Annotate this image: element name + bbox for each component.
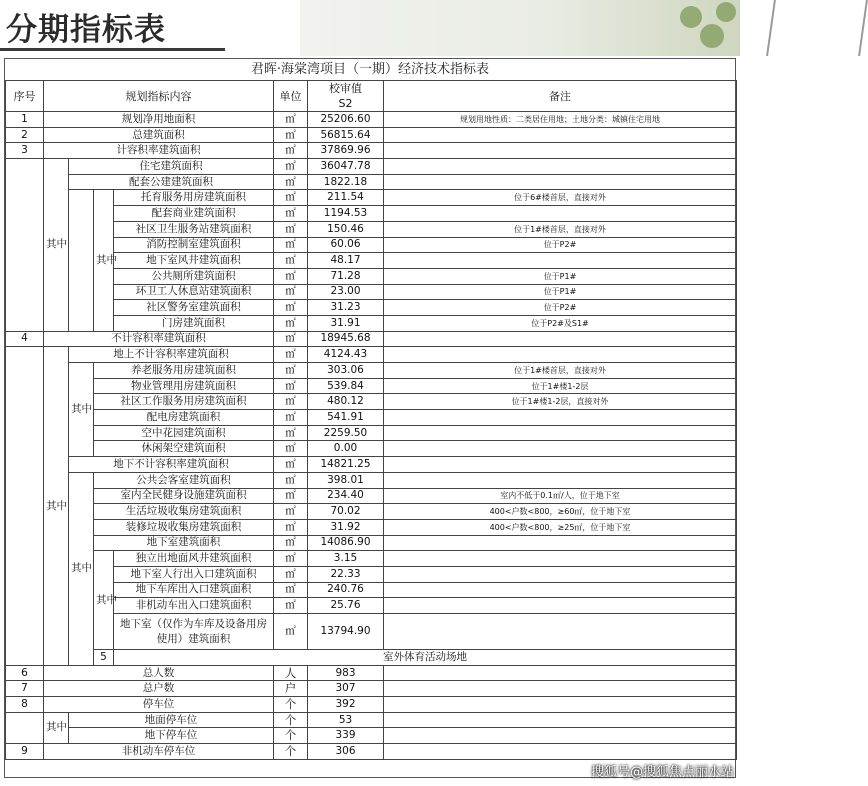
row-item: 总人数 — [44, 665, 274, 681]
row-item: 独立出地面风井建筑面积 — [114, 551, 274, 567]
row-seq: 9 — [6, 744, 44, 760]
row-note — [384, 681, 737, 697]
table-row — [6, 206, 737, 222]
row-value: 3.15 — [308, 551, 384, 567]
row-item: 地下室风井建筑面积 — [114, 253, 274, 269]
row-note — [384, 472, 737, 488]
table-row — [6, 614, 737, 650]
row-value: 2259.50 — [308, 425, 384, 441]
header-note: 备注 — [384, 81, 737, 112]
row-note: 400<户数<800，≥60㎡，位于地下室 — [384, 504, 737, 520]
table-row — [6, 378, 737, 394]
row-item: 门房建筑面积 — [114, 315, 274, 331]
row-item: 室外体育活动场地 — [114, 650, 737, 666]
table-row — [6, 425, 737, 441]
header-row — [6, 81, 737, 112]
row-item: 空中花园建筑面积 — [94, 425, 274, 441]
row-item: 环卫工人休息站建筑面积 — [114, 284, 274, 300]
site-plan-background — [300, 0, 740, 56]
row-unit: ㎡ — [274, 206, 308, 222]
watermark-text: 搜狐号@搜狐焦点丽水站 — [590, 765, 734, 780]
row-note — [384, 582, 737, 598]
row-unit: ㎡ — [274, 174, 308, 190]
row-value: 23.00 — [308, 284, 384, 300]
row-note — [384, 697, 737, 713]
row-blank-cell — [69, 190, 94, 331]
row-note: 位于P2# — [384, 300, 737, 316]
row-note — [384, 551, 737, 567]
row-value: 539.84 — [308, 378, 384, 394]
group-label-qizhong: 其中 — [44, 347, 69, 665]
row-item: 养老服务用房建筑面积 — [94, 363, 274, 379]
row-value: 56815.64 — [308, 127, 384, 143]
row-item: 规划净用地面积 — [44, 112, 274, 128]
row-unit: ㎡ — [274, 504, 308, 520]
header-seq: 序号 — [6, 81, 44, 112]
row-value: 36047.78 — [308, 159, 384, 175]
row-item: 地面停车位 — [69, 712, 274, 728]
table-row — [6, 331, 737, 347]
group-label-qizhong: 其中 — [69, 472, 94, 665]
row-value: 14086.90 — [308, 535, 384, 551]
row-seq: 6 — [6, 665, 44, 681]
header-unit: 单位 — [274, 81, 308, 112]
row-value: 71.28 — [308, 268, 384, 284]
header-item: 规划指标内容 — [44, 81, 274, 112]
row-unit: ㎡ — [274, 614, 308, 650]
row-note: 位于1#楼1-2层 — [384, 378, 737, 394]
row-value: 541.91 — [308, 410, 384, 426]
row-value: 14821.25 — [308, 457, 384, 473]
row-note: 位于P1# — [384, 268, 737, 284]
row-seq: 2 — [6, 127, 44, 143]
group-label-qizhong: 其中 — [44, 712, 69, 743]
row-unit: 个 — [274, 728, 308, 744]
table-row — [6, 472, 737, 488]
table-row — [6, 143, 737, 159]
row-unit: 个 — [274, 712, 308, 728]
header-value-line2: S2 — [338, 97, 353, 110]
row-note: 室内不低于0.1㎡/人，位于地下室 — [384, 488, 737, 504]
row-note — [384, 127, 737, 143]
row-note — [384, 347, 737, 363]
table-row — [6, 127, 737, 143]
row-note — [384, 425, 737, 441]
row-unit: ㎡ — [274, 378, 308, 394]
row-item: 社区工作服务用房建筑面积 — [94, 394, 274, 410]
row-value: 18945.68 — [308, 331, 384, 347]
row-unit: ㎡ — [274, 253, 308, 269]
row-value: 37869.96 — [308, 143, 384, 159]
row-unit: ㎡ — [274, 582, 308, 598]
table-row — [6, 650, 737, 666]
row-value: 25.76 — [308, 598, 384, 614]
row-unit: ㎡ — [274, 300, 308, 316]
row-note — [384, 566, 737, 582]
row-item: 地下车库出入口建筑面积 — [114, 582, 274, 598]
table-row — [6, 268, 737, 284]
tree-graphic — [700, 24, 724, 48]
row-note: 400<户数<800，≥25㎡，位于地下室 — [384, 519, 737, 535]
row-value: 53 — [308, 712, 384, 728]
row-item: 社区卫生服务站建筑面积 — [114, 221, 274, 237]
row-note: 位于6#楼首层，直接对外 — [384, 190, 737, 206]
row-note — [384, 614, 737, 650]
row-value: 234.40 — [308, 488, 384, 504]
row-value: 4124.43 — [308, 347, 384, 363]
row-note — [384, 457, 737, 473]
row-seq: 1 — [6, 112, 44, 128]
heading-underline — [0, 48, 225, 51]
table-row — [6, 441, 737, 457]
row-unit: ㎡ — [274, 441, 308, 457]
header-value-line1: 校审值 — [329, 82, 362, 95]
table-row — [6, 488, 737, 504]
table-row — [6, 221, 737, 237]
row-seq: 8 — [6, 697, 44, 713]
row-unit: ㎡ — [274, 315, 308, 331]
row-seq-empty — [6, 712, 44, 743]
row-unit: ㎡ — [274, 472, 308, 488]
group-label-qizhong: 其中 — [94, 551, 114, 650]
table-row — [6, 457, 737, 473]
row-unit: ㎡ — [274, 127, 308, 143]
row-value: 303.06 — [308, 363, 384, 379]
row-unit: ㎡ — [274, 551, 308, 567]
row-value: 60.06 — [308, 237, 384, 253]
page-heading: 分期指标表 — [6, 12, 166, 48]
row-unit: ㎡ — [274, 190, 308, 206]
row-value: 25206.60 — [308, 112, 384, 128]
table-row — [6, 728, 737, 744]
row-note: 位于P2#及S1# — [384, 315, 737, 331]
road-graphic — [766, 0, 868, 56]
row-unit: ㎡ — [274, 394, 308, 410]
row-note: 规划用地性质：二类居住用地；土地分类：城镇住宅用地 — [384, 112, 737, 128]
row-note — [384, 159, 737, 175]
group-label-qizhong: 其中 — [44, 159, 69, 332]
table-row — [6, 174, 737, 190]
table-row — [6, 681, 737, 697]
row-item: 公共会客室建筑面积 — [94, 472, 274, 488]
table-row — [6, 551, 737, 567]
row-seq: 5 — [94, 650, 114, 666]
row-unit: ㎡ — [274, 566, 308, 582]
row-unit: ㎡ — [274, 488, 308, 504]
table-row — [6, 159, 737, 175]
table-row — [6, 363, 737, 379]
row-value: 0.00 — [308, 441, 384, 457]
row-seq: 7 — [6, 681, 44, 697]
row-item: 地下室建筑面积 — [94, 535, 274, 551]
row-value: 70.02 — [308, 504, 384, 520]
row-item: 社区警务室建筑面积 — [114, 300, 274, 316]
row-value: 307 — [308, 681, 384, 697]
row-unit: ㎡ — [274, 519, 308, 535]
row-item: 地上不计容积率建筑面积 — [69, 347, 274, 363]
row-value: 31.91 — [308, 315, 384, 331]
row-item: 地下室（仅作为车库及设备用房使用）建筑面积 — [114, 614, 274, 650]
row-unit: 人 — [274, 665, 308, 681]
row-item: 生活垃圾收集房建筑面积 — [94, 504, 274, 520]
table-row — [6, 315, 737, 331]
row-note — [384, 665, 737, 681]
row-note — [384, 143, 737, 159]
row-note: 位于P2# — [384, 237, 737, 253]
table-row — [6, 410, 737, 426]
row-unit: ㎡ — [274, 347, 308, 363]
row-note — [384, 728, 737, 744]
row-unit: ㎡ — [274, 284, 308, 300]
table-row — [6, 347, 737, 363]
row-note: 位于1#楼首层，直接对外 — [384, 363, 737, 379]
row-note — [384, 535, 737, 551]
row-item: 装修垃圾收集房建筑面积 — [94, 519, 274, 535]
row-item: 配套公建建筑面积 — [69, 174, 274, 190]
tree-graphic — [680, 6, 702, 28]
table-title: 君晖·海棠湾项目（一期）经济技术指标表 — [250, 62, 490, 77]
row-item: 总户数 — [44, 681, 274, 697]
row-value: 306 — [308, 744, 384, 760]
row-note — [384, 253, 737, 269]
row-value: 983 — [308, 665, 384, 681]
row-item: 配电房建筑面积 — [94, 410, 274, 426]
row-item: 总建筑面积 — [44, 127, 274, 143]
indicator-sheet — [4, 58, 736, 778]
row-item: 消防控制室建筑面积 — [114, 237, 274, 253]
row-item: 住宅建筑面积 — [69, 159, 274, 175]
group-label-qizhong: 其中 — [69, 363, 94, 457]
row-item: 公共厕所建筑面积 — [114, 268, 274, 284]
row-unit: ㎡ — [274, 425, 308, 441]
table-row — [6, 665, 737, 681]
row-value: 31.23 — [308, 300, 384, 316]
row-unit: ㎡ — [274, 331, 308, 347]
row-item: 地下停车位 — [69, 728, 274, 744]
row-item: 地下不计容积率建筑面积 — [69, 457, 274, 473]
row-value: 398.01 — [308, 472, 384, 488]
table-row — [6, 712, 737, 728]
row-seq-empty — [6, 347, 44, 665]
row-unit: ㎡ — [274, 410, 308, 426]
row-note — [384, 441, 737, 457]
row-item: 物业管理用房建筑面积 — [94, 378, 274, 394]
row-unit: ㎡ — [274, 363, 308, 379]
header-value — [308, 81, 384, 112]
row-note: 位于P1# — [384, 284, 737, 300]
row-note — [384, 744, 737, 760]
row-value: 1822.18 — [308, 174, 384, 190]
table-row — [6, 237, 737, 253]
row-item: 非机动车停车位 — [44, 744, 274, 760]
row-item: 非机动车出入口建筑面积 — [114, 598, 274, 614]
row-value: 339 — [308, 728, 384, 744]
row-note — [384, 410, 737, 426]
row-value: 211.54 — [308, 190, 384, 206]
row-unit: ㎡ — [274, 237, 308, 253]
row-value: 392 — [308, 697, 384, 713]
table-row — [6, 697, 737, 713]
row-item: 地下室人行出入口建筑面积 — [114, 566, 274, 582]
table-row — [6, 566, 737, 582]
row-unit: ㎡ — [274, 159, 308, 175]
table-row — [6, 112, 737, 128]
row-item: 配套商业建筑面积 — [114, 206, 274, 222]
row-seq-empty — [6, 159, 44, 332]
row-unit: ㎡ — [274, 457, 308, 473]
row-unit: ㎡ — [274, 143, 308, 159]
group-label-qizhong: 其中 — [94, 190, 114, 331]
row-note — [384, 206, 737, 222]
row-item: 休闲架空建筑面积 — [94, 441, 274, 457]
row-note: 位于1#楼1-2层，直接对外 — [384, 394, 737, 410]
row-value: 480.12 — [308, 394, 384, 410]
indicator-table — [5, 80, 737, 760]
row-unit: 个 — [274, 744, 308, 760]
table-row — [6, 284, 737, 300]
tree-graphic — [716, 2, 736, 22]
row-value: 48.17 — [308, 253, 384, 269]
row-note — [384, 712, 737, 728]
row-unit: ㎡ — [274, 268, 308, 284]
row-unit: 个 — [274, 697, 308, 713]
row-seq: 4 — [6, 331, 44, 347]
row-note — [384, 331, 737, 347]
row-value: 13794.90 — [308, 614, 384, 650]
row-unit: 户 — [274, 681, 308, 697]
table-row — [6, 535, 737, 551]
row-item: 室内全民健身设施建筑面积 — [94, 488, 274, 504]
row-value: 22.33 — [308, 566, 384, 582]
table-row — [6, 190, 737, 206]
row-value: 31.92 — [308, 519, 384, 535]
table-row — [6, 519, 737, 535]
row-note: 位于1#楼首层，直接对外 — [384, 221, 737, 237]
table-row — [6, 394, 737, 410]
row-item: 计容积率建筑面积 — [44, 143, 274, 159]
row-note — [384, 598, 737, 614]
row-unit: ㎡ — [274, 221, 308, 237]
table-row — [6, 300, 737, 316]
row-value: 240.76 — [308, 582, 384, 598]
row-item: 不计容积率建筑面积 — [44, 331, 274, 347]
row-note — [384, 174, 737, 190]
row-unit: ㎡ — [274, 112, 308, 128]
table-row — [6, 744, 737, 760]
row-unit: ㎡ — [274, 535, 308, 551]
row-unit: ㎡ — [274, 598, 308, 614]
row-value: 1194.53 — [308, 206, 384, 222]
row-item: 停车位 — [44, 697, 274, 713]
row-value: 150.46 — [308, 221, 384, 237]
row-item: 托育服务用房建筑面积 — [114, 190, 274, 206]
row-seq: 3 — [6, 143, 44, 159]
table-row — [6, 504, 737, 520]
